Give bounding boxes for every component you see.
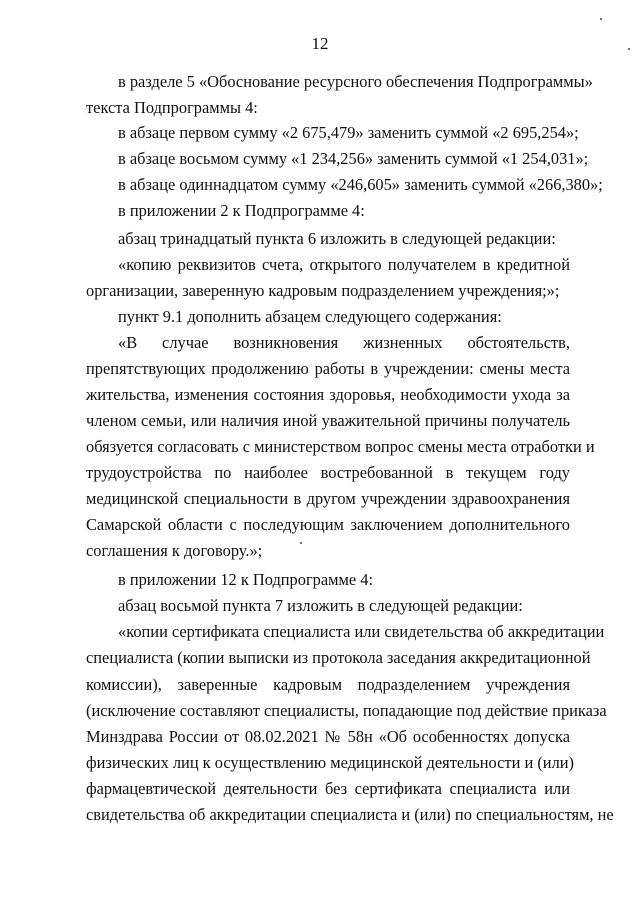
text-line: «В случае возникновения жизненных обстоятельств, bbox=[118, 333, 570, 352]
page-number: 12 bbox=[311, 34, 329, 53]
text-line: в абзаце одиннадцатом сумму «246,605» заменить суммой «266,380»; bbox=[118, 175, 603, 194]
text-line: трудоустройства по наиболее востребованной в текущем году bbox=[86, 463, 570, 482]
scan-speck bbox=[600, 18, 602, 20]
text-line: фармацевтической деятельности без сертификата специалиста или bbox=[86, 779, 570, 798]
text-line: организации, заверенную кадровым подразделением учреждения;»; bbox=[86, 281, 560, 300]
text-line: «копию реквизитов счета, открытого получателем в кредитной bbox=[118, 255, 570, 274]
text-line: обязуется согласовать с министерством вопрос смены места отработки и bbox=[86, 437, 595, 456]
text-line: абзац тринадцатый пункта 6 изложить в следующей редакции: bbox=[118, 229, 556, 248]
text-line: «копии сертификата специалиста или свидетельства об аккредитации bbox=[118, 622, 605, 641]
text-line: (исключение составляют специалисты, попадающие под действие приказа bbox=[86, 701, 607, 720]
text-line: в абзаце восьмом сумму «1 234,256» заменить суммой «1 254,031»; bbox=[118, 149, 589, 168]
scan-speck bbox=[628, 48, 630, 50]
text-line: текста Подпрограммы 4: bbox=[86, 98, 258, 117]
text-line: Самарской области с последующим заключением дополнительного bbox=[86, 515, 570, 534]
text-line: комиссии), заверенные кадровым подразделением учреждения bbox=[86, 675, 570, 694]
text-line: соглашения к договору.»; bbox=[86, 541, 263, 560]
text-line: медицинской специальности в другом учреждении здравоохранения bbox=[86, 489, 570, 508]
scan-speck bbox=[300, 542, 302, 544]
text-line: в разделе 5 «Обоснование ресурсного обеспечения Подпрограммы» bbox=[118, 72, 593, 91]
text-line: в приложении 2 к Подпрограмме 4: bbox=[118, 201, 365, 220]
text-line: специалиста (копии выписки из протокола заседания аккредитационной bbox=[86, 648, 591, 667]
text-line: препятствующих продолжению работы в учреждении: смены места bbox=[86, 359, 570, 378]
text-line: физических лиц к осуществлению медицинской деятельности и (или) bbox=[86, 753, 574, 772]
text-line: в абзаце первом сумму «2 675,479» заменить суммой «2 695,254»; bbox=[118, 123, 579, 142]
text-line: жительства, изменения состояния здоровья, необходимости ухода за bbox=[86, 385, 570, 404]
text-line: пункт 9.1 дополнить абзацем следующего содержания: bbox=[118, 307, 502, 326]
text-line: абзац восьмой пункта 7 изложить в следующей редакции: bbox=[118, 596, 523, 615]
text-line: в приложении 12 к Подпрограмме 4: bbox=[118, 570, 374, 589]
text-line: членом семьи, или наличия иной уважительной причины получатель bbox=[86, 411, 570, 430]
text-line: Минздрава России от 08.02.2021 № 58н «Об особенностях допуска bbox=[86, 727, 570, 746]
text-line: свидетельства об аккредитации специалиста и (или) по специальностям, не bbox=[86, 805, 614, 824]
